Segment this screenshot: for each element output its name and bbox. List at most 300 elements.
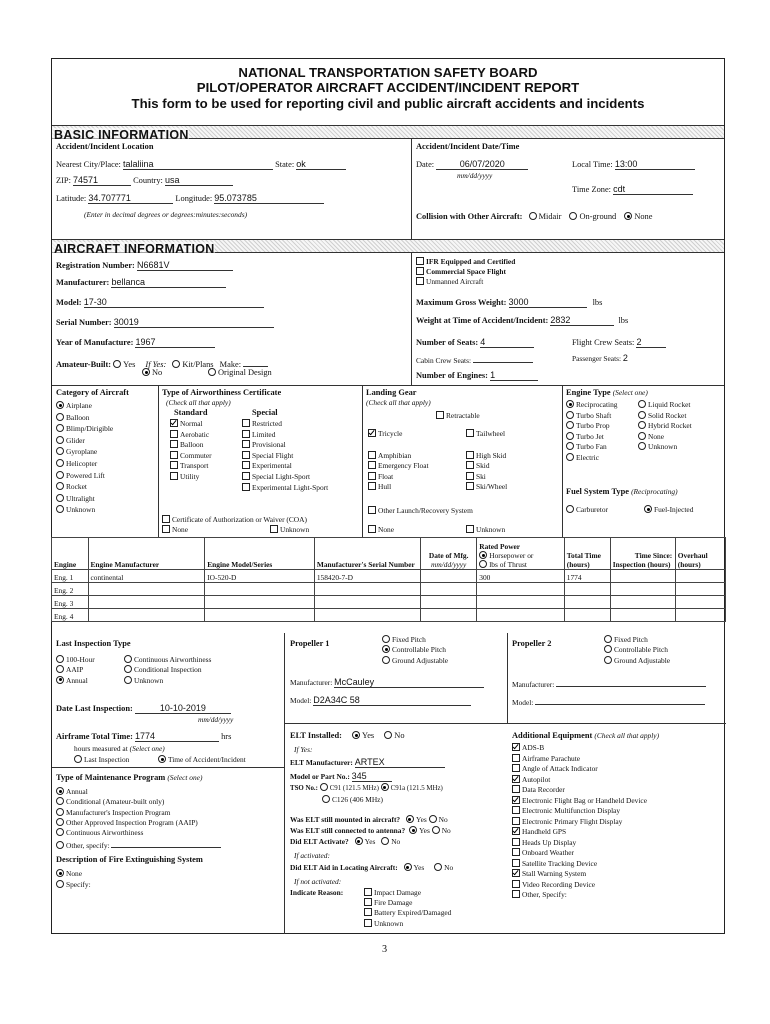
cert-normal-checkbox[interactable] (170, 419, 212, 430)
engine-model-cell[interactable]: IO-520-D (205, 570, 315, 583)
cert-title: Type of Airworthiness Certificate (162, 388, 282, 397)
engine-solid-rocket-radio[interactable] (638, 411, 692, 422)
category-label: Gyroplane (66, 447, 98, 457)
cert-transport-checkbox[interactable] (170, 461, 212, 472)
amateur-yes-radio[interactable] (113, 360, 135, 369)
gear-unknown-checkbox[interactable] (466, 525, 505, 534)
manufacturer-field[interactable] (56, 277, 226, 288)
kit-plans-label: Kit/Plans (182, 360, 214, 369)
gear-tailwheel-checkbox[interactable] (466, 429, 505, 438)
ifr-label: IFR Equipped and Certified (426, 257, 516, 266)
col-engine-model: Engine Model/Series (205, 538, 315, 570)
inspection-100hr-radio[interactable] (56, 655, 95, 665)
collision-label: Collision with Other Aircraft: (416, 212, 523, 221)
engine-turbo-shaft-radio[interactable] (566, 411, 617, 422)
registration-field[interactable] (56, 260, 233, 271)
serial-field[interactable] (56, 317, 274, 328)
elt-yes-label: Yes (415, 815, 427, 824)
elt-installed-no-radio[interactable] (384, 731, 404, 740)
engine-type-label: Turbo Jet (576, 431, 604, 441)
gear-note: (Check all that apply) (366, 398, 431, 407)
gear-label: Skid (476, 461, 490, 471)
coordinates-field[interactable] (56, 193, 324, 204)
gear-left-list (368, 451, 429, 492)
cert-experimental-checkbox[interactable] (242, 461, 328, 472)
time-zone-label: Time Zone: (572, 185, 612, 194)
equip-label: Data Recorder (522, 785, 565, 794)
elt-no-label: No (444, 863, 454, 872)
elt-if-not-activated: If not activated: (294, 877, 342, 886)
accident-weight-value: 2832 (550, 315, 614, 326)
divider (52, 385, 724, 386)
engine-row (52, 583, 726, 596)
serial-label: Serial Number: (56, 318, 112, 327)
elt-mfr-label: ELT Manufacturer: (290, 758, 353, 767)
elt-activate-no-radio[interactable] (381, 837, 400, 846)
elt-mounted-yes-radio[interactable] (406, 815, 427, 824)
engine-none-radio[interactable] (638, 432, 692, 443)
maintenance-list (56, 787, 221, 852)
make-value[interactable] (243, 357, 268, 367)
flight-crew-seats-field[interactable] (572, 337, 666, 348)
engine-total-cell[interactable] (564, 583, 610, 596)
fire-specify-radio[interactable] (56, 880, 91, 889)
city-value: talaliina (123, 159, 273, 170)
cert-aerobatic-checkbox[interactable] (170, 430, 212, 441)
country-label: Country: (133, 176, 163, 185)
cert-label: Aerobatic (180, 429, 210, 439)
unmanned-checkbox[interactable] (416, 277, 483, 286)
divider (284, 633, 285, 934)
gear-float-checkbox[interactable] (368, 472, 429, 482)
category-ultralight-radio[interactable] (56, 493, 113, 505)
elt-no-label: No (391, 837, 401, 846)
engine-power-cell[interactable] (477, 583, 565, 596)
maint-label: Continuous Airworthiness (66, 828, 144, 838)
inspection-left-list (56, 655, 95, 686)
gear-label: Ski (476, 471, 486, 481)
engine-label: Eng. 1 (52, 570, 89, 583)
fuel-carburetor-radio[interactable] (566, 505, 608, 514)
maint-annual-radio[interactable] (56, 787, 221, 797)
equip-weather-checkbox[interactable] (512, 848, 647, 859)
maint-other-input[interactable] (111, 838, 221, 848)
elt-part-field[interactable] (290, 771, 392, 782)
reason-impact-checkbox[interactable] (364, 888, 451, 898)
engine-turbo-fan-radio[interactable] (566, 442, 617, 453)
original-design-radio[interactable] (208, 368, 272, 377)
measured-time-accident-radio[interactable] (158, 755, 246, 764)
amateur-if-yes: If Yes: (145, 360, 167, 369)
elt-aid-yes-radio[interactable] (404, 863, 425, 872)
form-subtitle: This form to be used for reporting civil and public aircraft accidents and incidents (131, 96, 645, 111)
category-airplane-radio[interactable] (56, 400, 113, 412)
cert-restricted-checkbox[interactable] (242, 419, 328, 430)
engine-insp-cell[interactable] (610, 609, 675, 622)
gear-label: Amphibian (378, 451, 412, 460)
engine-hybrid-rocket-radio[interactable] (638, 421, 692, 432)
engine-serial-cell[interactable] (314, 609, 420, 622)
amateur-no-radio[interactable] (142, 368, 162, 377)
prop2-fixed-radio[interactable] (604, 635, 670, 645)
engine-total-cell[interactable] (564, 596, 610, 609)
maintenance-title: Type of Maintenance Program (56, 773, 166, 782)
elt-mounted-question (290, 815, 448, 824)
country-value: usa (165, 175, 233, 186)
elt-tso-label: TSO No.: (290, 785, 318, 792)
collision-none-radio[interactable] (624, 212, 652, 221)
last-inspection-date-field[interactable] (56, 703, 231, 714)
engine-type-label: Reciprocating (576, 400, 618, 409)
hours-measured-note: (Select one) (129, 744, 165, 753)
engine-ovh-cell[interactable] (675, 583, 725, 596)
cert-special-light-sport-checkbox[interactable] (242, 472, 328, 483)
fire-none-label: None (66, 869, 83, 878)
city-label: Nearest City/Place: (56, 160, 121, 169)
collision-onground-radio[interactable] (569, 212, 616, 221)
category-label: Powered Lift (66, 470, 105, 480)
seats-value: 4 (480, 337, 534, 348)
elt-connected-no-radio[interactable] (432, 826, 451, 835)
gear-label: Other Launch/Recovery System (378, 506, 473, 515)
elt-connected-question (290, 826, 451, 835)
cert-special-list (242, 419, 328, 493)
latitude-label: Latitude: (56, 194, 87, 203)
engine-type-label: Turbo Fan (576, 442, 607, 452)
seats-field[interactable] (416, 337, 534, 348)
elt-connected-yes-radio[interactable] (409, 826, 430, 835)
elt-installed-yes-radio[interactable] (352, 731, 374, 740)
equip-emd-checkbox[interactable] (512, 806, 647, 817)
commercial-space-checkbox[interactable] (416, 267, 506, 276)
gear-retractable-checkbox[interactable] (436, 411, 480, 420)
elt-reason-label: Indicate Reason: (290, 888, 344, 897)
date-label: Date: (416, 160, 435, 169)
equip-satellite-checkbox[interactable] (512, 859, 647, 870)
tso-c91a-radio[interactable] (381, 785, 443, 792)
collision-none-label: None (634, 212, 653, 221)
tso-c91-radio[interactable] (320, 785, 379, 792)
category-glider-radio[interactable] (56, 435, 113, 447)
equip-label: Stall Warning System (522, 869, 587, 878)
coa-checkbox[interactable] (162, 515, 307, 524)
prop-label: Controllable Pitch (614, 645, 668, 655)
engine-mfr-cell[interactable] (88, 596, 205, 609)
elt-aid-question (290, 863, 453, 872)
engine-date-cell[interactable] (421, 583, 477, 596)
inspection-right-list (124, 655, 211, 686)
equip-label: Angle of Attack Indicator (522, 764, 598, 773)
reason-label: Battery Expired/Damaged (374, 908, 452, 918)
col-insp-label: Inspection (hours) (612, 560, 671, 569)
aircraft-information-heading: AIRCRAFT INFORMATION (54, 242, 215, 256)
max-gross-weight-field[interactable] (416, 297, 602, 308)
category-label: Helicopter (66, 458, 98, 468)
elt-mfr-value: ARTEX (355, 757, 445, 768)
cert-special-flight-checkbox[interactable] (242, 451, 328, 462)
coa-none-checkbox[interactable] (162, 525, 188, 534)
engine-total-cell[interactable] (564, 609, 610, 622)
collision-midair-label: Midair (538, 212, 562, 221)
engine-date-cell[interactable] (421, 596, 477, 609)
year-field[interactable] (56, 337, 215, 348)
tso-c126-radio[interactable] (322, 795, 383, 804)
gear-label: Tailwheel (476, 429, 506, 438)
reason-battery-checkbox[interactable] (364, 908, 451, 918)
equip-other-checkbox[interactable] (512, 890, 647, 901)
cert-balloon-checkbox[interactable] (170, 440, 212, 451)
engine-label: Eng. 2 (52, 583, 89, 596)
engine-type-label: Unknown (648, 442, 678, 452)
fire-specify-label: Specify: (66, 880, 91, 889)
cert-utility-checkbox[interactable] (170, 472, 212, 483)
elt-no-label: No (394, 731, 405, 740)
engine-ovh-cell[interactable] (675, 570, 725, 583)
time-zone-field[interactable] (572, 184, 693, 195)
engine-insp-cell[interactable] (610, 596, 675, 609)
measured-last-inspection-radio[interactable] (74, 755, 129, 764)
inspection-conditional-radio[interactable] (124, 665, 211, 675)
prop1-model-field[interactable] (290, 695, 471, 706)
inspection-annual-radio[interactable] (56, 676, 95, 686)
col-since-overhaul: Overhaul (hours) (675, 538, 725, 570)
inspection-date-format: mm/dd/yyyy (198, 715, 234, 724)
engine-electric-radio[interactable] (566, 453, 617, 464)
prop2-manufacturer-field[interactable] (512, 677, 706, 689)
engine-liquid-rocket-radio[interactable] (638, 400, 692, 411)
gear-tricycle-checkbox[interactable] (368, 429, 402, 438)
gear-ski-checkbox[interactable] (466, 472, 507, 482)
gear-other-launch-checkbox[interactable] (368, 506, 473, 515)
prop2-mfr-label: Manufacturer: (512, 680, 555, 689)
equip-video-checkbox[interactable] (512, 880, 647, 891)
elt-if-yes: If Yes: (294, 745, 313, 754)
num-engines-field[interactable] (416, 370, 538, 381)
prop1-ground-adjustable-radio[interactable] (382, 656, 448, 666)
gear-amphibian-checkbox[interactable] (368, 451, 429, 461)
elt-part-label: Model or Part No.: (290, 772, 350, 781)
engine-turbo-jet-radio[interactable] (566, 432, 617, 443)
collision-midair-radio[interactable] (529, 212, 562, 221)
gear-hull-checkbox[interactable] (368, 482, 429, 492)
fuel-injected-radio[interactable] (644, 505, 693, 514)
engine-turbo-prop-radio[interactable] (566, 421, 617, 432)
maintenance-note: (Select one) (167, 773, 203, 782)
ifr-checkbox[interactable] (416, 257, 515, 266)
model-value: 17-30 (84, 297, 264, 308)
reason-fire-checkbox[interactable] (364, 898, 451, 908)
category-label: Rocket (66, 482, 87, 492)
airframe-time-value: 1774 (135, 731, 219, 742)
maint-label: Manufacturer's Inspection Program (66, 807, 171, 817)
maintenance-heading (56, 773, 202, 782)
nearest-city-field[interactable] (56, 159, 346, 170)
cert-standard-list (170, 419, 212, 483)
make-label: Make: (219, 360, 242, 369)
engine-serial-cell[interactable] (314, 596, 420, 609)
engine-reciprocating-radio[interactable] (566, 400, 617, 411)
equip-stall-warning-checkbox[interactable] (512, 869, 647, 880)
engine-power-cell[interactable]: 300 (477, 570, 565, 583)
equip-adsb-checkbox[interactable] (512, 743, 647, 754)
elt-aid-no-radio[interactable] (434, 863, 453, 872)
engine-mfr-cell[interactable] (88, 583, 205, 596)
gear-high-skid-checkbox[interactable] (466, 451, 507, 461)
reason-unknown-checkbox[interactable] (364, 919, 451, 929)
inspection-continuous-radio[interactable] (124, 655, 211, 665)
equip-hud-checkbox[interactable] (512, 838, 647, 849)
equip-epfd-checkbox[interactable] (512, 817, 647, 828)
date-field[interactable] (416, 159, 528, 170)
category-powered-lift-radio[interactable] (56, 470, 113, 482)
date-format-hint: mm/dd/yyyy (457, 171, 493, 180)
engine-mfr-cell[interactable] (88, 609, 205, 622)
gear-none-checkbox[interactable] (368, 525, 394, 534)
maint-manufacturer-radio[interactable] (56, 808, 221, 818)
airframe-time-field[interactable] (56, 731, 231, 742)
category-blimp-radio[interactable] (56, 423, 113, 435)
longitude-label: Longitude: (175, 194, 213, 203)
engine-date-cell[interactable] (421, 570, 477, 583)
fuel-injected-label: Fuel-Injected (654, 505, 694, 514)
engine-type-note: (Select one) (612, 388, 648, 397)
engine-power-cell[interactable] (477, 609, 565, 622)
elt-aid-label: Did ELT Aid in Locating Aircraft: (290, 863, 398, 872)
elt-no-label: No (438, 815, 448, 824)
local-time-field[interactable] (572, 159, 695, 170)
col-since-label: Time Since: (634, 551, 673, 560)
inspection-label: Conditional Inspection (134, 665, 202, 675)
engine-serial-cell[interactable]: 158420-7-D (314, 570, 420, 583)
amateur-yes-label: Yes (123, 360, 136, 369)
coa-unknown-checkbox[interactable] (270, 525, 309, 534)
cert-provisional-checkbox[interactable] (242, 440, 328, 451)
engine-type-right-list (638, 400, 692, 453)
gear-label: Tricycle (378, 429, 403, 438)
prop2-controllable-radio[interactable] (604, 645, 670, 655)
equip-handheld-gps-checkbox[interactable] (512, 827, 647, 838)
cert-label: Balloon (180, 440, 204, 450)
maint-other-radio[interactable] (56, 838, 221, 851)
cert-note: (Check all that apply) (166, 398, 231, 407)
inspection-unknown-radio[interactable] (124, 676, 211, 686)
engine-power-cell[interactable] (477, 596, 565, 609)
fuel-system-label: Fuel System Type (566, 487, 629, 496)
category-rocket-radio[interactable] (56, 481, 113, 493)
engine-ovh-cell[interactable] (675, 609, 725, 622)
cert-label: Provisional (252, 440, 286, 450)
prop2-ground-adjustable-radio[interactable] (604, 656, 670, 666)
category-balloon-radio[interactable] (56, 412, 113, 424)
cert-commuter-checkbox[interactable] (170, 451, 212, 462)
engine-model-cell[interactable] (205, 609, 315, 622)
propeller-1-options (382, 635, 448, 666)
cert-special-heading: Special (252, 408, 278, 417)
elt-activate-yes-radio[interactable] (355, 837, 376, 846)
elt-reason-list (364, 888, 451, 929)
gear-emergency-float-checkbox[interactable] (368, 461, 429, 471)
fuel-system-note: (Reciprocating) (631, 487, 678, 496)
fire-system-title: Description of Fire Extinguishing System (56, 855, 203, 864)
power-thrust-radio[interactable] (479, 560, 527, 569)
engine-mfr-cell[interactable]: continental (88, 570, 205, 583)
equip-aoa-checkbox[interactable] (512, 764, 647, 775)
prop1-fixed-radio[interactable] (382, 635, 448, 645)
engine-model-cell[interactable] (205, 596, 315, 609)
category-label: Blimp/Dirigible (66, 424, 114, 434)
inspection-aaip-radio[interactable] (56, 665, 95, 675)
category-helicopter-radio[interactable] (56, 458, 113, 470)
engine-ovh-cell[interactable] (675, 596, 725, 609)
elt-yes-label: Yes (419, 826, 430, 835)
engine-insp-cell[interactable] (610, 583, 675, 596)
equip-data-recorder-checkbox[interactable] (512, 785, 647, 796)
accident-weight-field[interactable] (416, 315, 628, 326)
engine-type-label: Liquid Rocket (648, 400, 691, 409)
engine-model-cell[interactable] (205, 583, 315, 596)
fire-none-radio[interactable] (56, 869, 82, 878)
category-gyroplane-radio[interactable] (56, 446, 113, 458)
maint-conditional-radio[interactable] (56, 797, 221, 807)
engine-insp-cell[interactable] (610, 570, 675, 583)
zip-field[interactable] (56, 175, 233, 186)
cert-label: Commuter (180, 450, 212, 460)
gear-label: None (378, 525, 395, 534)
col-engine-mfr: Engine Manufacturer (88, 538, 205, 570)
registration-value: N6681V (137, 260, 233, 271)
prop1-controllable-radio[interactable] (382, 645, 448, 655)
maint-continuous-radio[interactable] (56, 828, 221, 838)
engine-date-cell[interactable] (421, 609, 477, 622)
col-serial: Manufacturer's Serial Number (314, 538, 420, 570)
elt-yes-label: Yes (413, 863, 425, 872)
category-unknown-radio[interactable] (56, 504, 113, 516)
power-hp-label: Horsepower (489, 551, 526, 560)
engine-label: Eng. 3 (52, 596, 89, 609)
cert-limited-checkbox[interactable] (242, 430, 328, 441)
cert-experimental-light-sport-checkbox[interactable] (242, 483, 328, 494)
maint-other-approved-radio[interactable] (56, 818, 221, 828)
equip-label: Electronic Primary Flight Display (522, 816, 623, 826)
cert-label: Restricted (252, 419, 282, 428)
elt-manufacturer-field[interactable] (290, 757, 445, 768)
power-hp-radio[interactable] (479, 551, 533, 560)
last-inspection-label: Date Last Inspection: (56, 704, 133, 713)
category-title: Category of Aircraft (56, 388, 129, 397)
tso-c126-label: C126 (406 MHz) (332, 795, 383, 804)
elt-tso-field (290, 783, 443, 792)
gear-label: Unknown (476, 525, 506, 534)
prop1-manufacturer-field[interactable] (290, 677, 484, 688)
engine-total-cell[interactable]: 1774 (564, 570, 610, 583)
elt-mounted-no-radio[interactable] (429, 815, 448, 824)
equip-autopilot-checkbox[interactable] (512, 775, 647, 786)
num-engines-label: Number of Engines: (416, 371, 488, 380)
model-field[interactable] (56, 297, 264, 308)
amateur-built-label: Amateur-Built: (56, 360, 112, 369)
gear-skid-checkbox[interactable] (466, 461, 507, 471)
passenger-seats-field[interactable] (572, 353, 673, 363)
cabin-crew-seats-field[interactable] (416, 353, 533, 365)
equip-efb-checkbox[interactable] (512, 796, 647, 807)
gear-ski-wheel-checkbox[interactable] (466, 482, 507, 492)
elt-part-value: 345 (352, 771, 392, 782)
engine-type-label: Solid Rocket (648, 410, 687, 420)
equip-parachute-checkbox[interactable] (512, 754, 647, 765)
prop2-model-field[interactable] (512, 695, 705, 707)
engine-serial-cell[interactable] (314, 583, 420, 596)
engine-unknown-radio[interactable] (638, 442, 692, 453)
